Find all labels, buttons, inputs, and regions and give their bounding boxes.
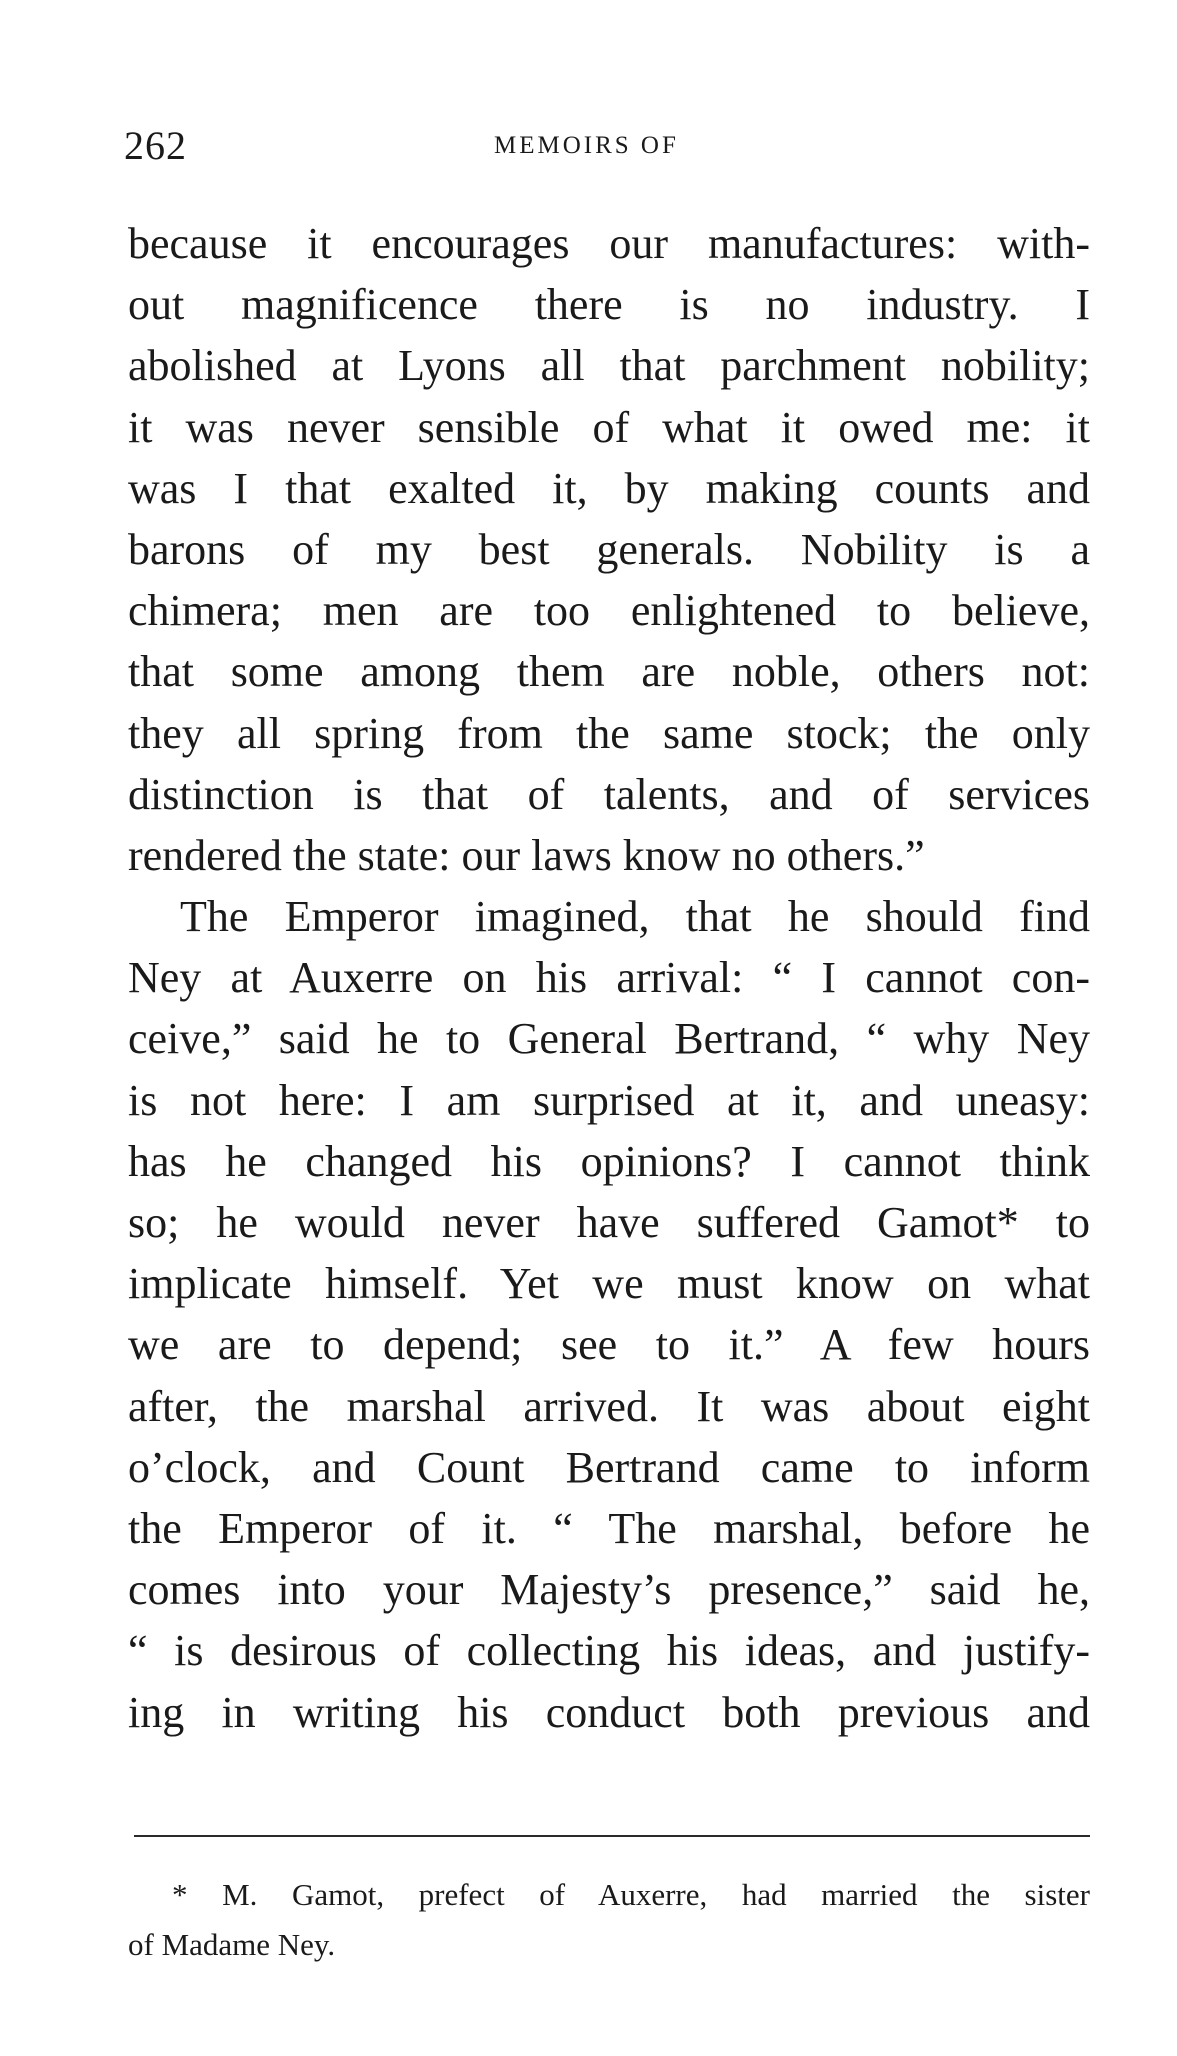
text-line: o’clock, and Count Bertrand came to inform [128, 1442, 1090, 1492]
text-line: we are to depend; see to it.” A few hours [128, 1320, 1090, 1370]
text-line: is not here: I am surprised at it, and uneasy: [128, 1075, 1090, 1125]
text-line: because it encourages our manufactures: with- [128, 219, 1090, 268]
page-number: 262 [124, 123, 187, 168]
text-line: ing in writing his conduct both previous and [128, 1687, 1090, 1737]
text-line: they all spring from the same stock; the only [128, 708, 1090, 758]
text-line: abolished at Lyons all that parchment nobility; [128, 341, 1090, 391]
text-line: distinction is that of talents, and of services [128, 769, 1090, 819]
text-line: ceive,” said he to General Bertrand, “ why Ney [128, 1014, 1090, 1064]
footnote [128, 1870, 1090, 1970]
text-line: has he changed his opinions? I cannot think [128, 1136, 1090, 1186]
text-line: it was never sensible of what it owed me: it [128, 402, 1090, 452]
text-line: Ney at Auxerre on his arrival: “ I cannot con- [128, 953, 1090, 1003]
text-line: comes into your Majesty’s presence,” said he, [128, 1565, 1090, 1615]
text-line: that some among them are noble, others not: [128, 647, 1090, 697]
text-line: was I that exalted it, by making counts and [128, 463, 1090, 513]
text-line: chimera; men are too enlightened to believe, [128, 586, 1090, 636]
body-text [128, 213, 1090, 1743]
running-title: MEMOIRS OF [494, 132, 679, 159]
text-line: so; he would never have suffered Gamot* to [128, 1198, 1090, 1247]
footnote-line: * M. Gamot, prefect of Auxerre, had married the sister [172, 1877, 1090, 1912]
text-line: after, the marshal arrived. It was about eight [128, 1381, 1090, 1431]
text-line: “ is desirous of collecting his ideas, and justify- [128, 1626, 1090, 1676]
text-line: barons of my best generals. Nobility is a [128, 524, 1090, 574]
text-line: implicate himself. Yet we must know on what [128, 1259, 1090, 1309]
footnote-rule [134, 1835, 1090, 1837]
footnote-line: of Madame Ney. [128, 1927, 336, 1962]
text-line: the Emperor of it. “ The marshal, before he [128, 1503, 1090, 1553]
text-line: rendered the state: our laws know no others.” [128, 830, 925, 880]
text-line: out magnificence there is no industry. I [128, 280, 1090, 330]
paragraph-start-line: The Emperor imagined, that he should find [180, 892, 1090, 942]
running-head [124, 122, 1094, 172]
